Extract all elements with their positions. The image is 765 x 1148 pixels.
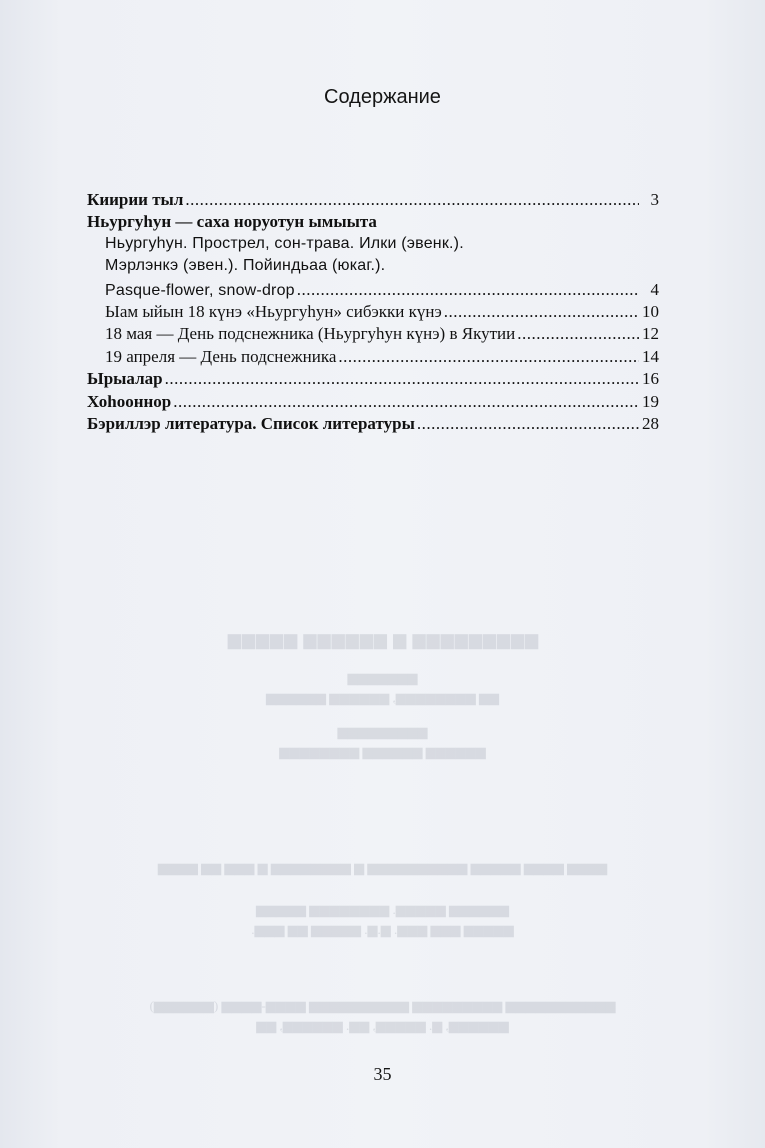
toc-entry-title: 19 апреля — День подснежника	[105, 346, 337, 366]
toc-entry-subsection	[87, 302, 659, 324]
toc-entry-subtitle	[87, 235, 659, 257]
toc-entry-songs	[87, 369, 659, 391]
toc-entry-introduction	[87, 190, 659, 212]
toc-leader-dots	[297, 280, 639, 300]
toc-entry-bibliography	[87, 414, 659, 436]
toc-entry-title: Киирии тыл	[87, 190, 184, 209]
toc-entry-page: 3	[650, 190, 659, 209]
toc-leader-dots	[165, 369, 639, 389]
toc-entry-subsection	[87, 347, 659, 369]
toc-leader-dots	[173, 392, 639, 412]
toc-entry-subsection	[87, 324, 659, 346]
toc-leader-dots	[417, 414, 639, 434]
toc-entry-page: 4	[650, 279, 659, 299]
toc-leader-dots	[517, 324, 639, 344]
toc-leader-dots	[338, 347, 639, 367]
bleed-through-block: ▆▆▆▆▆▆▆▆▆ ▆ ▆▆▆▆▆▆ ▆▆▆▆▆ ▆▆▆▆▆▆▆ ▆▆ ▆▆▆▆▆▆▆▆, ▆▆▆▆▆▆ ▆▆▆▆▆▆ ▆▆▆▆▆▆▆▆▆ ▆▆▆▆▆▆ ▆▆▆▆▆▆ ▆▆▆▆▆▆▆▆	[226, 630, 539, 759]
toc-entry-section	[87, 212, 659, 234]
toc-entry-page: 16	[642, 369, 659, 389]
toc-entry-title: Ньургуһун. Прострел, сон-трава. Илки (эвенк.).	[105, 234, 464, 252]
toc-leader-dots	[444, 302, 639, 322]
toc-leader-dots	[185, 190, 639, 210]
toc-entry-subtitle	[87, 257, 659, 279]
toc-entry-subsection	[87, 280, 659, 302]
toc-entry-title: Pasque-flower, snow-drop	[105, 281, 295, 299]
toc-entry-page: 10	[642, 301, 659, 321]
toc-entry-page: 19	[642, 391, 659, 411]
toc-entry-title: Ньургуһун — саха норуотун ымыыта	[87, 212, 377, 232]
toc-entry-title: Ырыалар	[87, 369, 163, 389]
toc-entry-page: 28	[642, 413, 659, 433]
toc-entry-title: Мэрлэнкэ (эвен.). Пойиндьаа (юкаг.).	[105, 257, 386, 275]
toc-entry-poems	[87, 392, 659, 414]
toc-entry-title: Ыам ыйын 18 күнэ «Ньургуһун» сибэкки күнэ	[105, 301, 442, 321]
toc-entry-title: Бэриллэр литература. Список литературы	[87, 413, 415, 433]
toc-entry-page: 12	[642, 324, 659, 344]
page-title: Содержание	[324, 86, 441, 108]
page-number: 35	[373, 1064, 392, 1084]
toc-entry-title: Хоһооннор	[87, 391, 172, 411]
bleed-through-imprint: ▆▆▆▆ ▆▆▆▆ ▆▆▆▆▆ ▆▆▆▆▆▆▆▆▆▆ ▆ ▆▆▆▆▆▆▆▆ ▆ ▆▆▆ ▆▆ ▆▆▆▆ ▆▆▆▆▆▆ ▆▆▆▆▆. ▆▆▆▆▆▆▆▆ ▆▆▆▆▆ ▆▆▆▆▆ ▆▆▆ ▆▆▆. ▆.▆. ▆▆▆▆▆ ▆▆ ▆▆▆. ▆▆▆▆▆▆▆▆▆▆▆ ▆▆▆▆▆▆▆▆▆ ▆▆▆▆▆▆▆▆▆▆ ▆▆▆▆-▆▆▆▆ (▆▆▆▆▆▆) ▆▆▆▆▆▆, ▆. ▆▆▆▆▆, ▆▆. ▆▆▆▆▆▆, ▆▆	[149, 860, 616, 1033]
toc-entry-page: 14	[642, 346, 659, 366]
toc-entry-title: 18 мая — День подснежника (Ньургуһун күнэ) в Якутии	[105, 324, 516, 344]
table-of-contents	[87, 190, 659, 436]
